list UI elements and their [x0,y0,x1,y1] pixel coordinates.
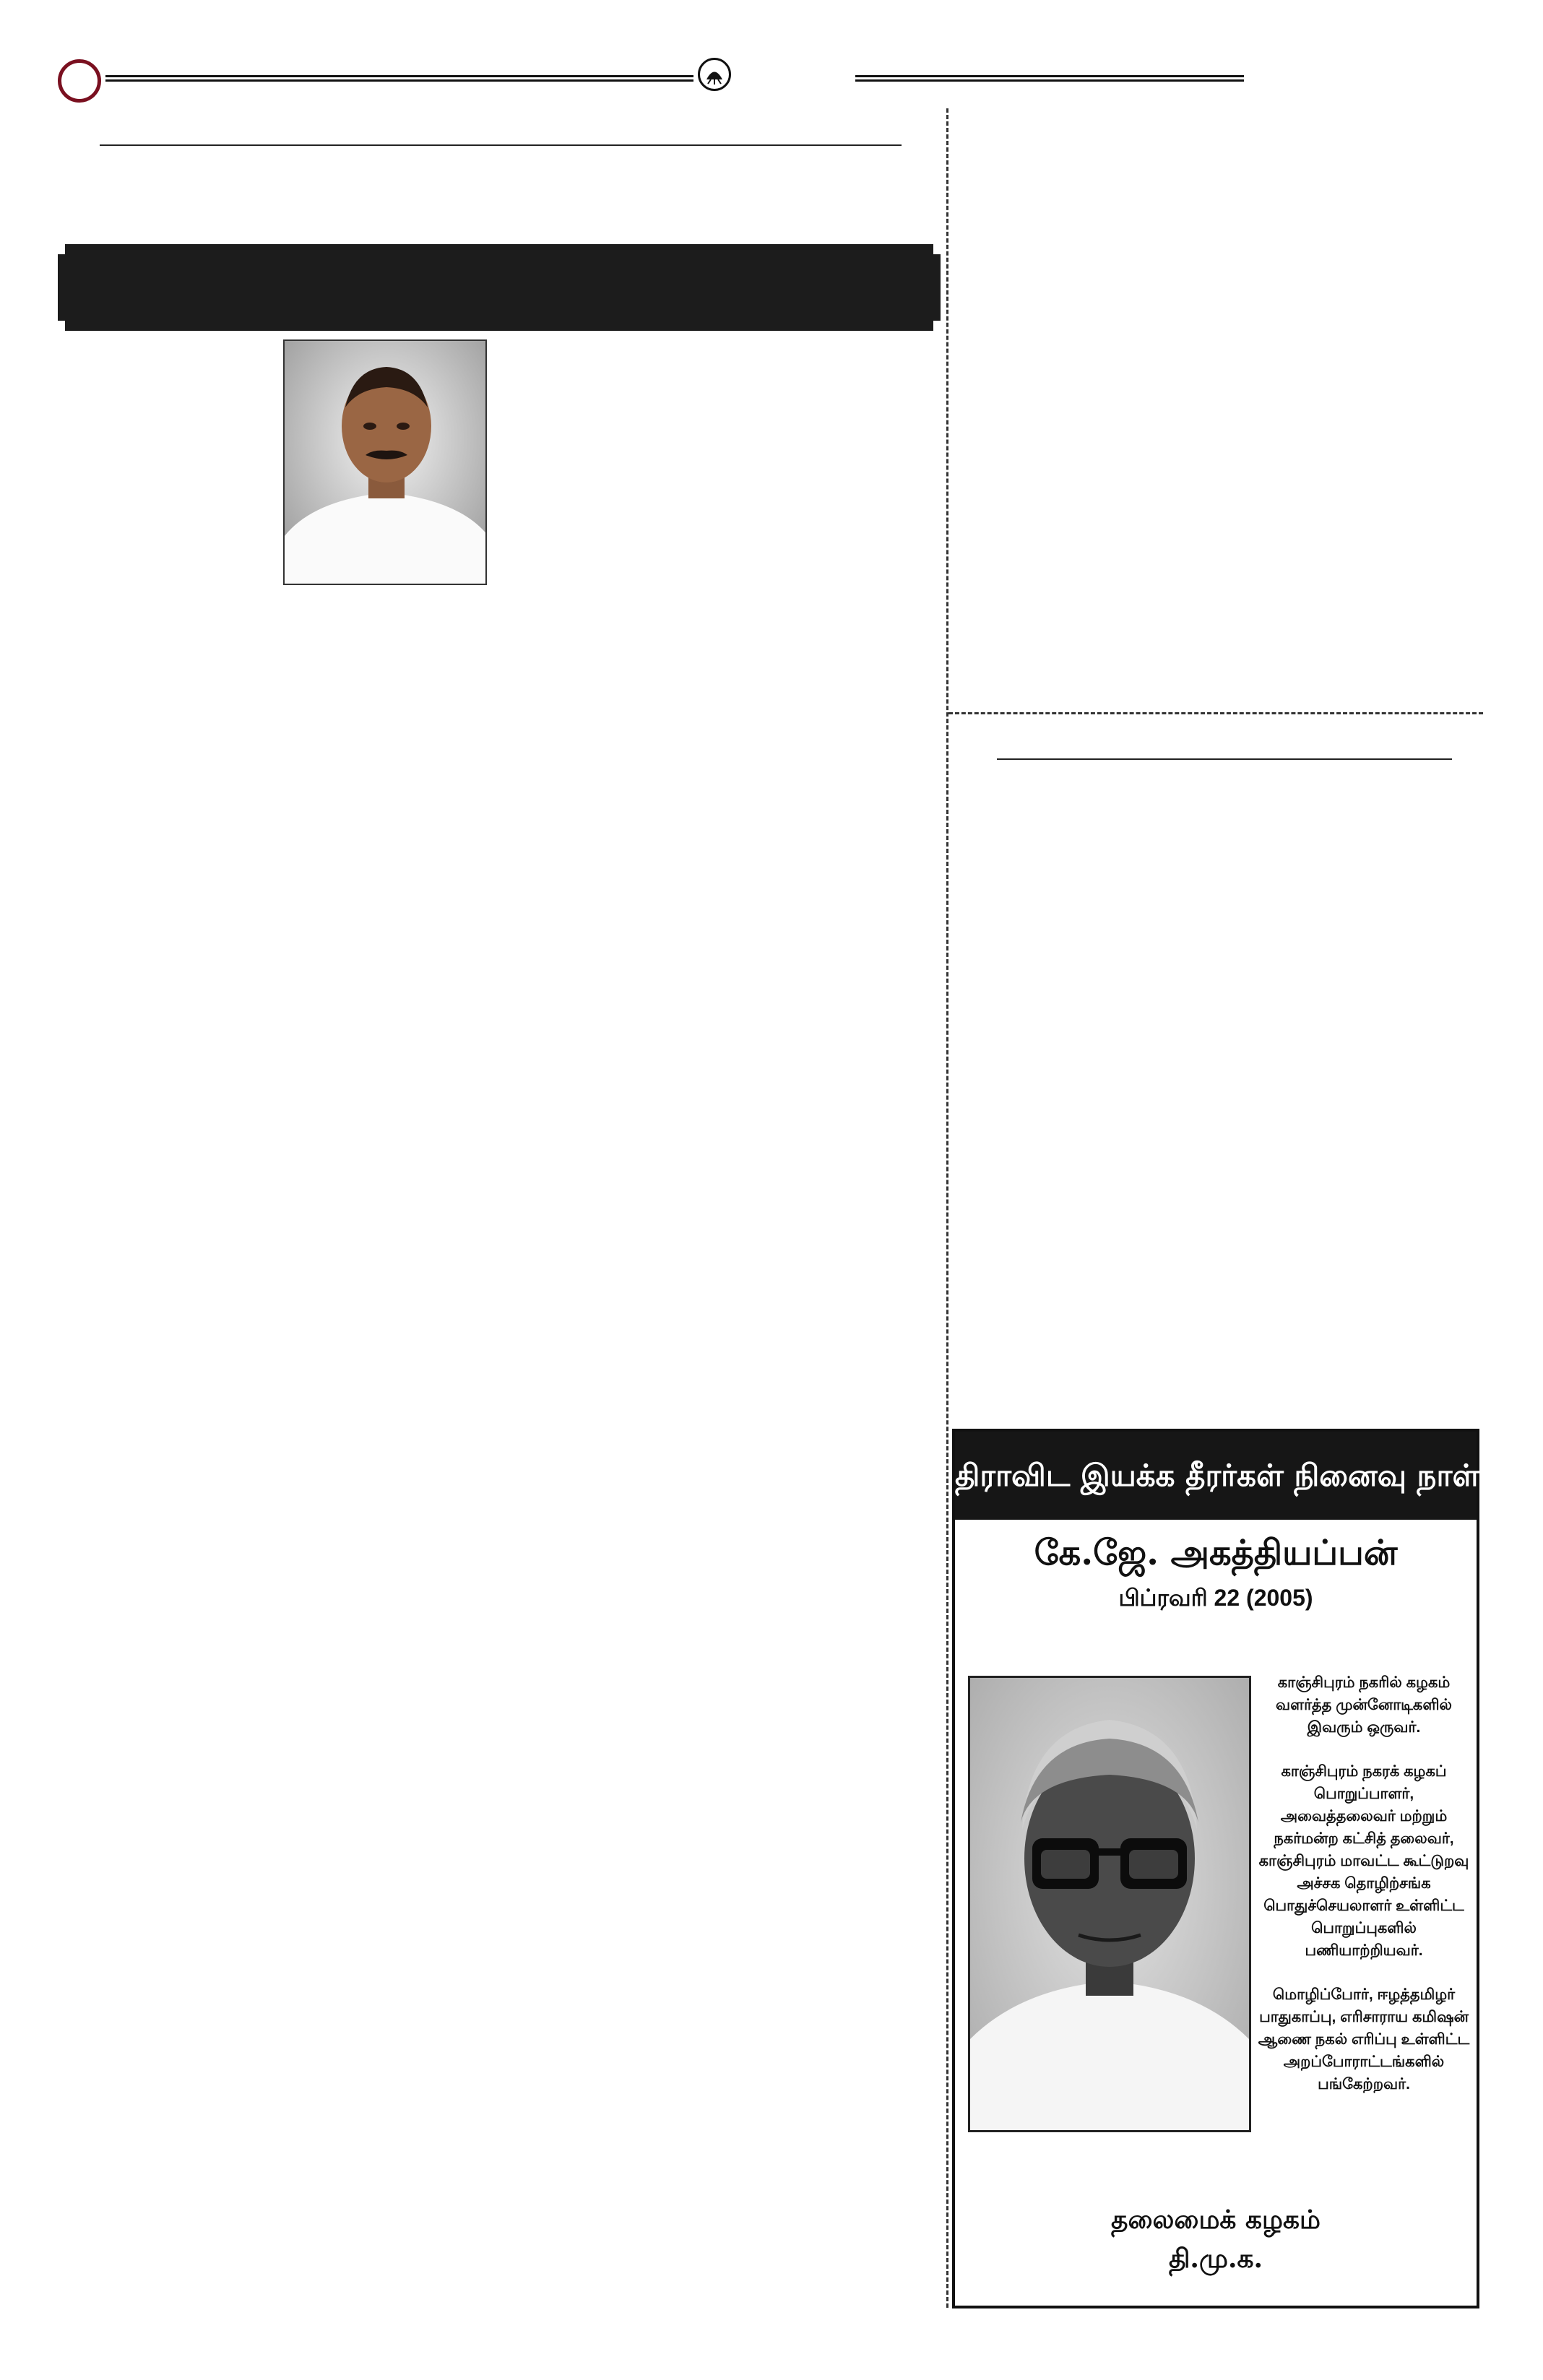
column-separator [946,108,948,2308]
page-marker-circle-icon [58,59,101,103]
header-rule-left [105,75,693,82]
memorial-name: கே.ஜே. அகத்தியப்பன் [1034,1533,1398,1573]
right-column-divider [948,712,1483,714]
memorial-party: தி.மு.க. [1168,2243,1263,2274]
biography-paragraph: மொழிப்போர், ஈழத்தமிழர் பாதுகாப்பு, எரிசாராய கமிஷன் ஆணை நகல் எரிப்பு உள்ளிட்ட அறப்போராட்டங்களில் பங்கேற்றவர். [1258,1986,1470,2093]
headline-rule [100,144,902,146]
memorial-biography [1255,1671,1472,2117]
biography-paragraph: காஞ்சிபுரம் நகரக் கழகப் பொறுப்பாளர், அவைத்தலைவர் மற்றும் நகர்மன்ற கட்சித் தலைவர், காஞ்சிபுரம் மாவட்ட கூட்டுறவு அச்சக தொழிற்சங்க பொதுச்செயலாளர் உள்ளிட்ட பொறுப்புகளில் பணியாற்றியவர். [1258,1763,1469,1959]
memorial-issuer: தலைமைக் கழகம் [1111,2204,1321,2235]
memorial-heading: திராவிட இயக்க தீரர்கள் நினைவு நாள் [955,1432,1477,1520]
right-headline-rule [997,758,1452,760]
memorial-date: பிப்ரவரி 22 (2005) [1118,1585,1313,1611]
author-portrait [283,339,487,585]
memorial-portrait [968,1676,1251,2132]
header-rule-right [855,75,1244,82]
biography-paragraph: காஞ்சிபுரம் நகரில் கழகம் வளர்த்த முன்னோடிகளில் இவரும் ஒருவர். [1276,1674,1452,1736]
section-banner [58,244,941,331]
memorial-notice [952,1429,1479,2308]
party-emblem-icon [698,58,731,91]
